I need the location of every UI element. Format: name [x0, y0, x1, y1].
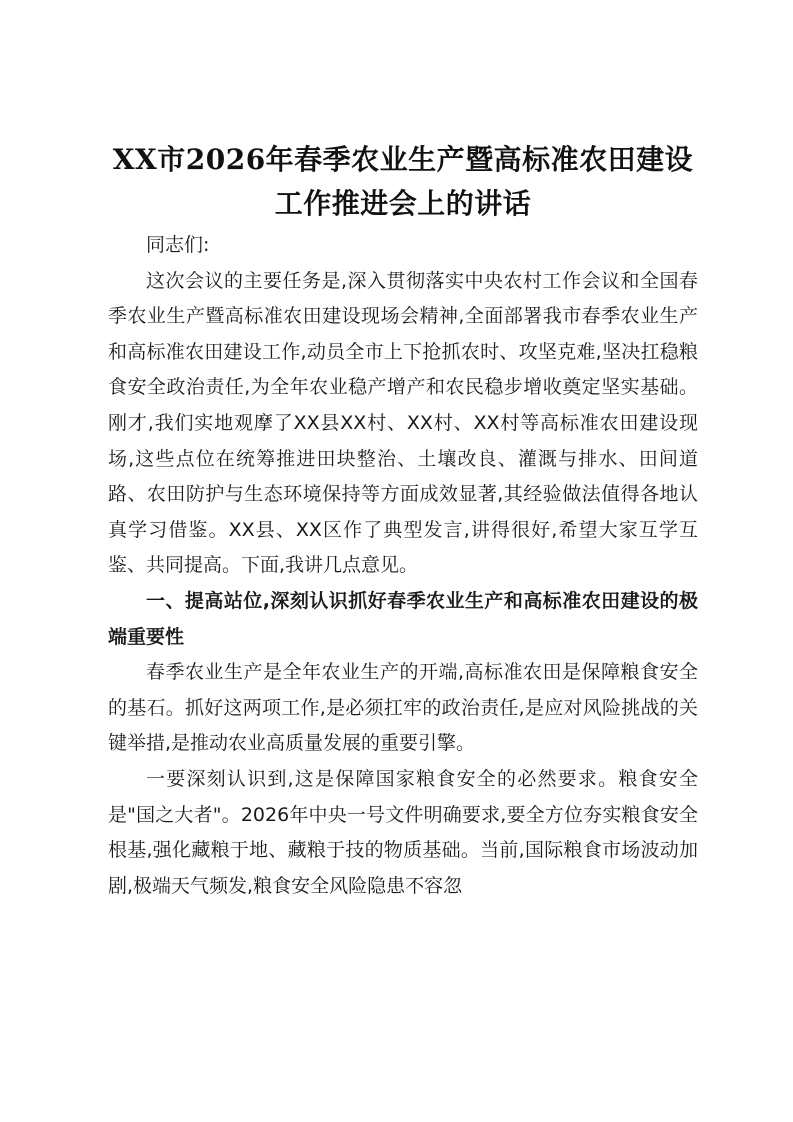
document-page — [108, 138, 698, 904]
section-1-paragraph-1: 春季农业生产是全年农业生产的开端,高标准农田是保障粮食安全的基石。抓好这两项工作,是必须扛牢的政治责任,是应对风险挑战的关键举措,是推动农业高质量发展的重要引擎。 — [108, 661, 698, 755]
greeting: 同志们: — [146, 234, 210, 256]
section-heading-1: 一、提高站位,深刻认识抓好春季农业生产和高标准农田建设的极端重要性 — [108, 589, 698, 648]
title-line-1: XX市2026年春季农业生产暨高标准农田建设 — [112, 143, 694, 176]
intro-paragraph: 这次会议的主要任务是,深入贯彻落实中央农村工作会议和全国春季农业生产暨高标准农田建设现场会精神,全面部署我市春季农业生产和高标准农田建设工作,动员全市上下抢抓农时、攻坚克难,坚决扛稳粮食安全政治责任,为全年农业稳产增产和农民稳步增收奠定坚实基础。刚才,我们实地观摩了XX县XX村、XX村、XX村等高标准农田建设现场,这些点位在统筹推进田块整治、土壤改良、灌溉与排水、田间道路、农田防护与生态环境保持等方面成效显著,其经验做法值得各地认真学习借鉴。XX县、XX区作了典型发言,讲得很好,希望大家互学互鉴、共同提高。下面,我讲几点意见。 — [108, 269, 698, 577]
document-body — [108, 228, 698, 904]
section-1-paragraph-2: 一要深刻认识到,这是保障国家粮食安全的必然要求。粮食安全是"国之大者"。2026年中央一号文件明确要求,要全方位夯实粮食安全根基,强化藏粮于地、藏粮于技的物质基础。当前,国际粮食市场波动加剧,极端天气频发,粮食安全风险隐患不容忽 — [108, 767, 698, 897]
document-title — [108, 138, 698, 226]
title-line-2: 工作推进会上的讲话 — [274, 187, 532, 220]
